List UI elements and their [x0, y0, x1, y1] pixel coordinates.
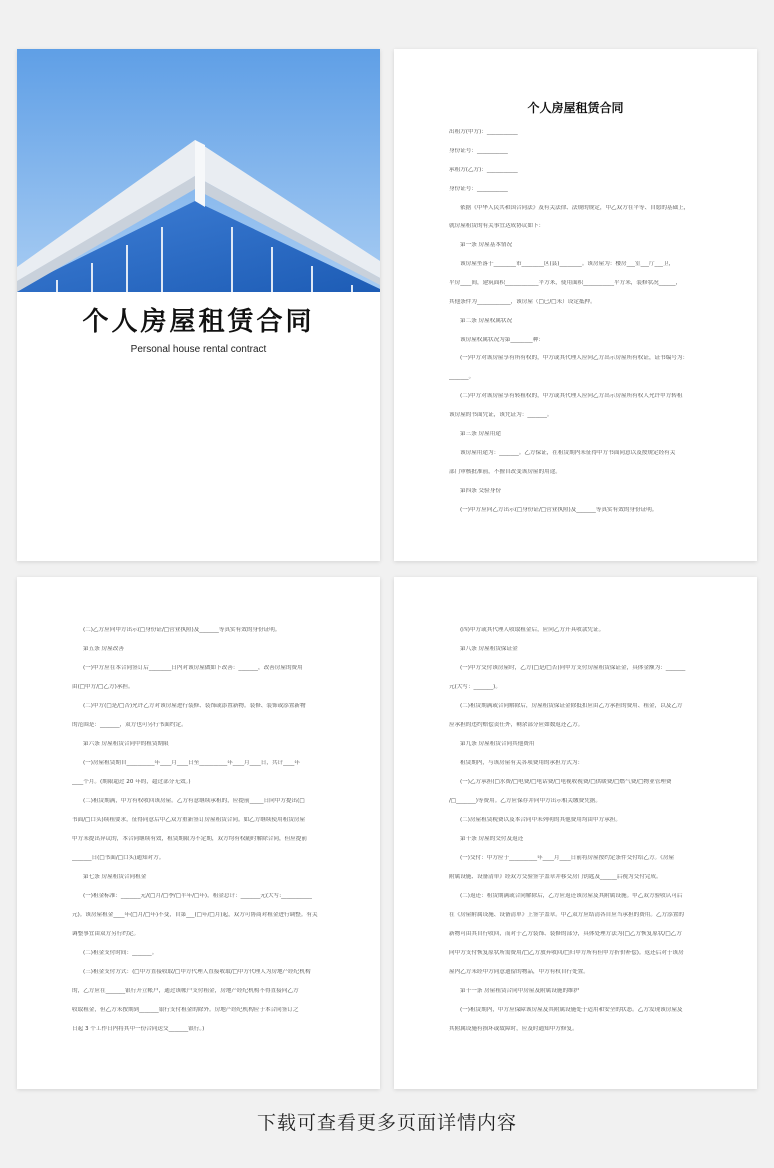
text-line: 平房____间，建筑面积____________平方米，使用面积___________平方米，装修状况______， [449, 280, 682, 286]
document-title: 个人房屋租赁合同 [527, 101, 624, 115]
text-line: 调整事宜由双方另行约定。 [72, 931, 140, 937]
text-line: (二)返还：租赁期满或合同解除后，乙方应返还该房屋及其附属设施。甲乙双方验收认可后 [460, 893, 683, 899]
text-line: (二)租赁期满，甲方有权收回该房屋。乙方有意继续承租的，应提前_____日向甲方提出(□ [83, 798, 305, 804]
document-page-3 [17, 577, 380, 1089]
cover-photo [17, 49, 380, 292]
text-line: 向甲方支付恢复原状所需费用/□乙方放弃收回/□归甲方所有但甲方折价补偿)。返还后对于该房 [449, 950, 684, 956]
text-line: 收取租金，但乙方未按期到_______银行支付租金的除外。房地产经纪机构应于本合同签订之 [72, 1007, 299, 1013]
text-line: (二)租金支付时间：_______。 [83, 950, 158, 956]
cover-title: 个人房屋租赁合同 [82, 307, 315, 337]
text-line: (一)租赁期内，甲方应保障该房屋及其附属设施处于适用和安全的状态。乙方发现该房屋及 [460, 1007, 683, 1013]
text-line: 第一条 房屋基本情况 [460, 242, 513, 248]
document-page-4 [394, 577, 757, 1089]
text-line: 身份证号：___________ [449, 186, 508, 192]
text-line: 书面/□口头)续租要求，征得同意后甲乙双方重新签订房屋租赁合同。如乙方继续使用租赁房屋 [72, 817, 306, 823]
text-line: (二)租赁期满或合同解除后，房屋租赁保证金除抵扣应由乙方承担的费用、租金，以及乙方 [460, 703, 683, 709]
text-line: 第十一条 房屋租赁合同中房屋及附属设施的维护 [460, 988, 580, 994]
text-line: 附属设施、设备清单》经双方交验签字盖章并移交房门钥匙及______后视为交付完成。 [449, 874, 662, 880]
cover-page [17, 49, 380, 561]
text-line: 第五条 房屋改善 [83, 646, 124, 652]
text-line: (一)甲方交付该房屋时，乙方(□是/□否)向甲方支付房屋租赁保证金，具体金额为：_______ [460, 665, 686, 671]
text-line: 的范围是：_______，双方也可另行书面约定。 [72, 722, 187, 728]
text-line: 元(大写：_______)。 [449, 684, 501, 690]
text-line: 由(□甲方/□乙方)承担。 [72, 684, 134, 690]
text-line: 第十条 房屋的交付及返还 [460, 836, 524, 842]
text-line: 该房屋坐落于________市________区(县)________。该房屋为：楼房___室___厅___卫， [460, 261, 675, 267]
document-page-2 [394, 49, 757, 561]
text-line: (一)租金标准：_______元/(□月/□季/□半年/□年)，租金总计：_______元(大写:___________ [83, 893, 312, 899]
text-line: _______。 [449, 374, 475, 380]
text-line: 元)。该房屋租金____年(□月/□年)不变，自第___(□年/□月)起，双方可协商对租金进行调整。有关 [72, 912, 318, 918]
text-line: 部门审核批准前，不擅自改变该房屋的用途。 [449, 469, 561, 475]
text-line: (二)乙方应向甲方出示(□身份证/□营业执照)及_______等真实有效的身份证明。 [83, 627, 281, 633]
text-line: 就房屋租赁的有关事宜达成协议如下： [449, 223, 545, 229]
text-line: (一)甲方应向乙方出示(□身份证/□营业执照)及_______等真实有效的身份证明。 [460, 507, 658, 513]
text-line: 第二条 房屋权属状况 [460, 318, 513, 324]
download-caption[interactable]: 下载可查看更多页面详情内容 [256, 1112, 517, 1134]
text-line: 第四条 交验身份 [460, 488, 501, 494]
text-line: 第三条 房屋用途 [460, 431, 501, 437]
text-line: _______日(□书面/□口头)通知对方。 [72, 855, 165, 861]
text-line: 出租方(甲方)：___________ [449, 129, 518, 135]
text-line: 该房屋的书面凭证，该凭证为：_______。 [449, 412, 553, 418]
text-line: (二)甲方对该房屋享有转租权的，甲方或其代理人应向乙方出示房屋所有权人允许甲方转租 [460, 393, 683, 399]
text-line: 其附属设施有损坏或故障时，应及时通知甲方修复。 [449, 1026, 578, 1032]
text-line: (三)租金支付方式：(□甲方直接收取/□甲方代理人直接收取/□甲方代理人为房地产经纪机构 [83, 969, 311, 975]
text-line: 甲方未提出异议的，本合同继续有效，租赁期限为不定期，双方均有权随时解除合同，但应提前 [72, 836, 307, 842]
text-line: 新物可由其自行收回，而对于乙方装饰、装修的部分，具体处理方法为(□乙方恢复原状/□乙方 [449, 931, 682, 937]
text-line: 承租方(乙方)：___________ [449, 167, 518, 173]
text-line: (一)甲方应在本合同签订后________日内对该房屋做如下改善：_______，改善房屋的费用 [83, 665, 303, 671]
text-line: 日起 3 个工作日内将其中一份合同送交_______银行。) [72, 1026, 205, 1032]
text-line: (一)交付：甲方应于__________年____月____日前将房屋按约定条件交付给乙方。《房屋 [460, 855, 675, 861]
text-line: (四)甲方或其代理人收取租金后，应向乙方开具收款凭证。 [460, 627, 605, 633]
text-line: 第七条 房屋租赁合同租金 [83, 874, 147, 880]
text-line: 的，乙方应在_______银行开立帐户，通过该帐户支付租金，房地产经纪机构不得直接向乙方 [72, 988, 299, 994]
text-line: /□_______)等费用。乙方应保存并向甲方出示相关缴费凭据。 [449, 798, 601, 804]
text-line: (二)房屋租赁税费以及本合同中未列明的其他费用均由甲方承担。 [460, 817, 621, 823]
text-line: 该房屋权属状况为第________种： [460, 337, 544, 343]
text-line: 租赁期内，与该房屋有关各项费用的承担方式为： [460, 760, 584, 766]
text-line: 第九条 房屋租赁合同其他费用 [460, 741, 535, 747]
text-line: (一)甲方对该房屋享有所有权的，甲方或其代理人应向乙方出示房屋所有权证，证书编号为： [460, 355, 689, 361]
cover-subtitle: Personal house rental contract [130, 344, 267, 355]
text-line: 应承担的违约赔偿责任外，剩余部分应如数返还乙方。 [449, 722, 584, 728]
text-line: (一)乙方承担(□水费/□电费/□电话费/□电视收视费/□供暖费/□燃气费/□物业管理费 [460, 779, 672, 785]
text-line: 该房屋用途为：_______。乙方保证，在租赁期内未征得甲方书面同意以及按规定经有关 [460, 450, 676, 456]
text-line: 其他条件为____________，该房屋（□已/□未）设定抵押。 [449, 299, 596, 305]
text-line: (一)房屋租赁期自__________年____月____日至__________年____月____日，共计____年 [83, 760, 300, 766]
text-line: 依据《中华人民共和国合同法》及有关法律、法规的规定，甲乙双方在平等、自愿的基础上， [460, 205, 690, 211]
text-line: 第八条 房屋租赁保证金 [460, 646, 518, 652]
text-line: 身份证号：___________ [449, 148, 508, 154]
text-line: ____个月。(期限超过 20 年的，超过部分无效。) [72, 779, 191, 785]
text-line: 第六条 房屋租赁合同中的租赁期限 [83, 741, 169, 747]
text-line: 屋内乙方未经甲方同意遗留的物品，甲方有权自行处置。 [449, 969, 589, 975]
text-line: (二)甲方(□是/□否)允许乙方对该房屋进行装修、装饰或添置新物。装修、装饰或添置新物 [83, 703, 306, 709]
text-line: 在《房屋附属设施、设备清单》上签字盖章。甲乙双方应结清各自应当承担的费用。乙方添置的 [449, 912, 684, 918]
